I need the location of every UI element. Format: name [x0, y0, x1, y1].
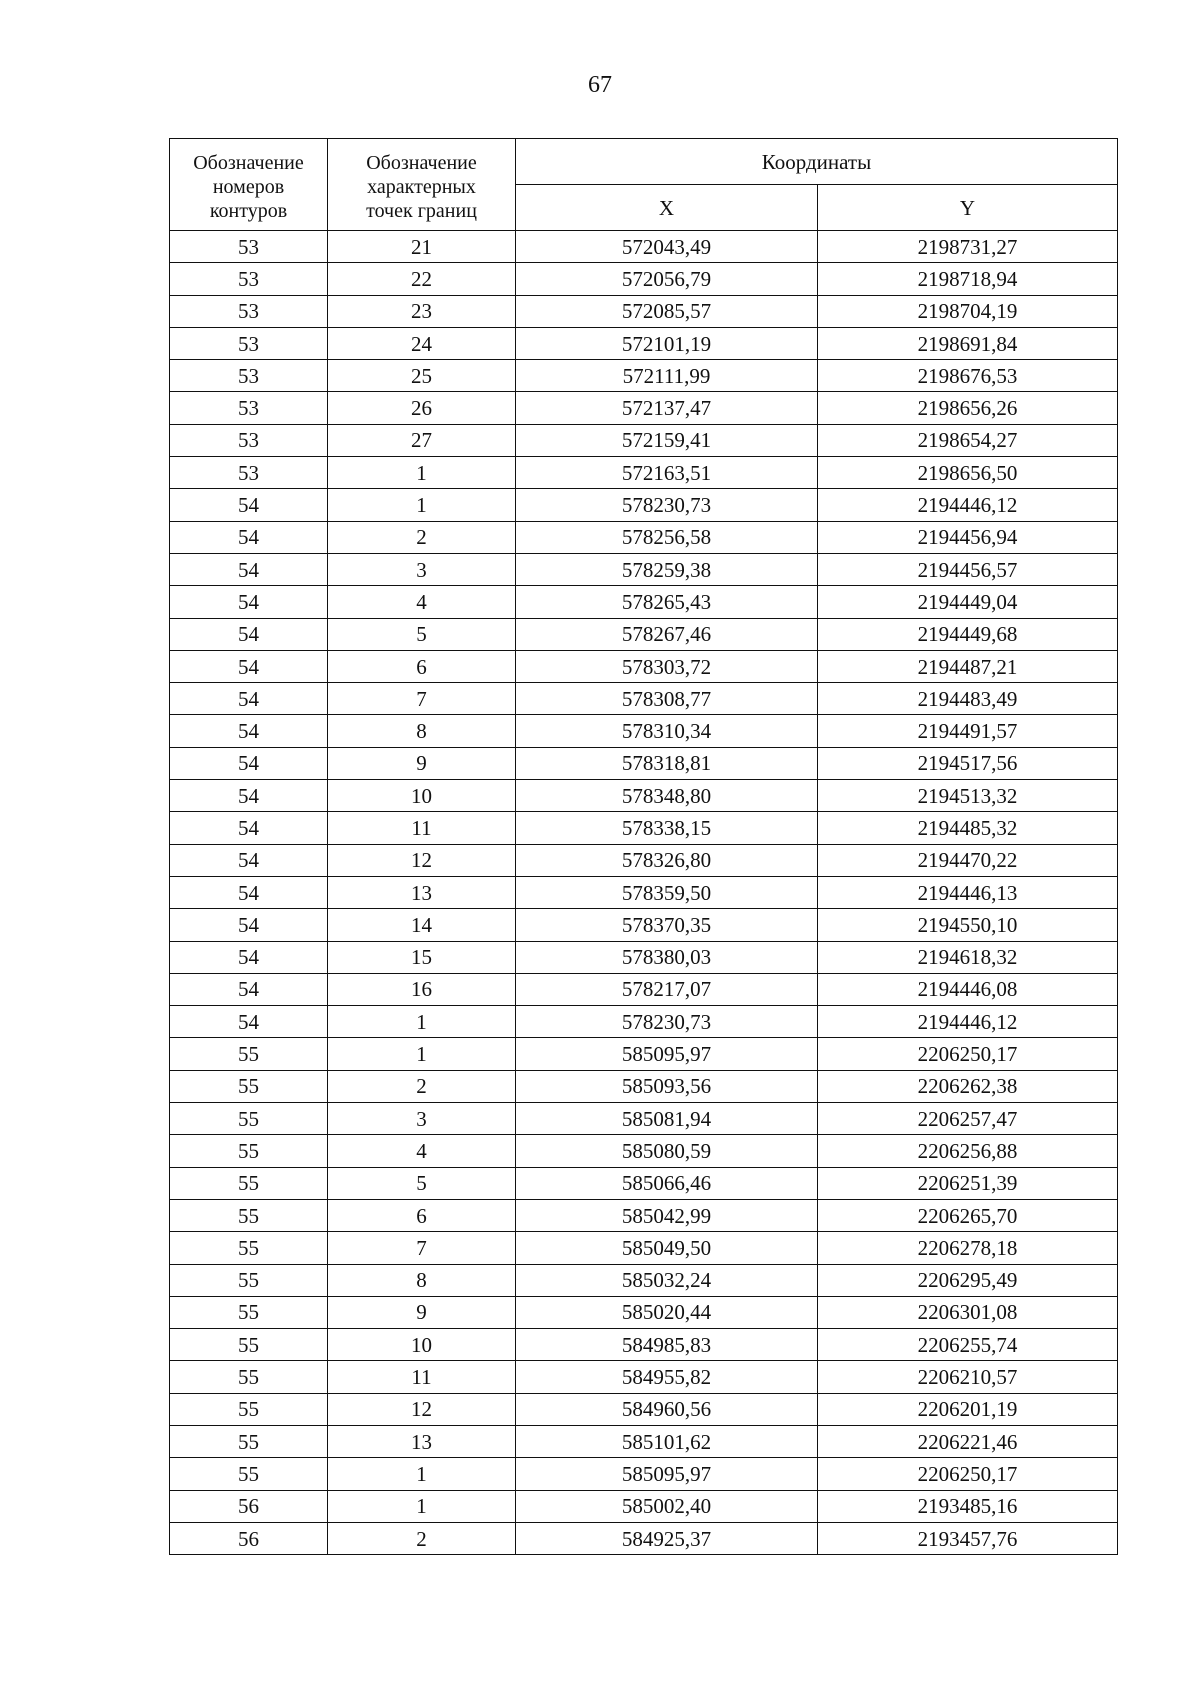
cell-x: 585066,46: [516, 1167, 818, 1199]
cell-x: 578308,77: [516, 683, 818, 715]
cell-point: 23: [328, 295, 516, 327]
cell-y: 2198718,94: [818, 263, 1118, 295]
table-row: [170, 1425, 1118, 1457]
cell-x: 578359,50: [516, 876, 818, 908]
cell-x: 585049,50: [516, 1232, 818, 1264]
cell-y: 2206221,46: [818, 1425, 1118, 1457]
cell-contour: 56: [170, 1522, 328, 1554]
cell-y: 2206250,17: [818, 1038, 1118, 1070]
cell-y: 2198676,53: [818, 360, 1118, 392]
cell-y: 2194485,32: [818, 812, 1118, 844]
cell-point: 16: [328, 973, 516, 1005]
cell-y: 2194483,49: [818, 683, 1118, 715]
cell-y: 2198656,50: [818, 457, 1118, 489]
cell-y: 2194513,32: [818, 780, 1118, 812]
cell-point: 25: [328, 360, 516, 392]
cell-point: 2: [328, 521, 516, 553]
cell-point: 1: [328, 1490, 516, 1522]
table-row: [170, 715, 1118, 747]
cell-x: 578348,80: [516, 780, 818, 812]
cell-contour: 55: [170, 1167, 328, 1199]
cell-contour: 55: [170, 1329, 328, 1361]
cell-contour: 54: [170, 780, 328, 812]
cell-x: 585042,99: [516, 1199, 818, 1231]
table-row: [170, 392, 1118, 424]
cell-x: 578267,46: [516, 618, 818, 650]
cell-y: 2206265,70: [818, 1199, 1118, 1231]
cell-point: 5: [328, 1167, 516, 1199]
table-row: [170, 521, 1118, 553]
table-row: [170, 1199, 1118, 1231]
cell-x: 578230,73: [516, 1006, 818, 1038]
cell-x: 578217,07: [516, 973, 818, 1005]
cell-contour: 54: [170, 1006, 328, 1038]
cell-x: 578259,38: [516, 553, 818, 585]
table-row: [170, 489, 1118, 521]
cell-x: 578318,81: [516, 747, 818, 779]
table-row: [170, 1490, 1118, 1522]
table-row: [170, 1006, 1118, 1038]
cell-point: 11: [328, 1361, 516, 1393]
cell-y: 2198691,84: [818, 327, 1118, 359]
cell-contour: 53: [170, 263, 328, 295]
cell-point: 3: [328, 553, 516, 585]
cell-y: 2193485,16: [818, 1490, 1118, 1522]
cell-x: 578326,80: [516, 844, 818, 876]
cell-x: 572137,47: [516, 392, 818, 424]
cell-contour: 53: [170, 231, 328, 263]
cell-x: 572043,49: [516, 231, 818, 263]
cell-point: 8: [328, 1264, 516, 1296]
table-row: [170, 586, 1118, 618]
cell-point: 10: [328, 780, 516, 812]
table-row: [170, 231, 1118, 263]
table-row: [170, 1264, 1118, 1296]
header-row: [170, 139, 1118, 185]
cell-contour: 55: [170, 1264, 328, 1296]
cell-x: 584955,82: [516, 1361, 818, 1393]
cell-y: 2194517,56: [818, 747, 1118, 779]
cell-x: 584960,56: [516, 1393, 818, 1425]
cell-point: 27: [328, 424, 516, 456]
cell-point: 7: [328, 1232, 516, 1264]
cell-x: 578338,15: [516, 812, 818, 844]
page-number: 67: [588, 72, 612, 98]
cell-y: 2194449,04: [818, 586, 1118, 618]
table-header: [170, 139, 1118, 231]
header-point-line-3: точек границ: [366, 199, 477, 222]
cell-point: 24: [328, 327, 516, 359]
table-row: [170, 457, 1118, 489]
table-row: [170, 683, 1118, 715]
cell-contour: 55: [170, 1135, 328, 1167]
table-row: [170, 909, 1118, 941]
cell-y: 2194446,12: [818, 1006, 1118, 1038]
cell-contour: 53: [170, 327, 328, 359]
table-row: [170, 1103, 1118, 1135]
cell-contour: 54: [170, 586, 328, 618]
table-row: [170, 1167, 1118, 1199]
table-row: [170, 650, 1118, 682]
cell-y: 2206257,47: [818, 1103, 1118, 1135]
cell-y: 2198731,27: [818, 231, 1118, 263]
cell-point: 6: [328, 650, 516, 682]
cell-contour: 55: [170, 1070, 328, 1102]
cell-x: 578256,58: [516, 521, 818, 553]
cell-x: 585020,44: [516, 1296, 818, 1328]
cell-point: 12: [328, 1393, 516, 1425]
table-row: [170, 1070, 1118, 1102]
table-row: [170, 327, 1118, 359]
cell-contour: 54: [170, 553, 328, 585]
cell-y: 2206278,18: [818, 1232, 1118, 1264]
cell-y: 2193457,76: [818, 1522, 1118, 1554]
cell-contour: 54: [170, 876, 328, 908]
cell-contour: 54: [170, 909, 328, 941]
cell-y: 2206256,88: [818, 1135, 1118, 1167]
header-contour-line-2: номеров: [212, 175, 285, 198]
cell-y: 2194446,12: [818, 489, 1118, 521]
table-row: [170, 295, 1118, 327]
cell-x: 578303,72: [516, 650, 818, 682]
cell-contour: 54: [170, 683, 328, 715]
cell-contour: 54: [170, 747, 328, 779]
cell-y: 2194456,94: [818, 521, 1118, 553]
cell-point: 21: [328, 231, 516, 263]
cell-point: 3: [328, 1103, 516, 1135]
cell-contour: 55: [170, 1232, 328, 1264]
cell-x: 572111,99: [516, 360, 818, 392]
cell-contour: 54: [170, 618, 328, 650]
cell-y: 2198656,26: [818, 392, 1118, 424]
header-y: Y: [818, 185, 1118, 231]
cell-x: 578370,35: [516, 909, 818, 941]
cell-contour: 54: [170, 844, 328, 876]
cell-y: 2206295,49: [818, 1264, 1118, 1296]
cell-point: 5: [328, 618, 516, 650]
cell-point: 22: [328, 263, 516, 295]
header-boundary-point: [328, 139, 516, 231]
cell-y: 2194449,68: [818, 618, 1118, 650]
table-row: [170, 941, 1118, 973]
table-row: [170, 812, 1118, 844]
cell-contour: 54: [170, 973, 328, 1005]
cell-contour: 55: [170, 1425, 328, 1457]
cell-point: 14: [328, 909, 516, 941]
table-row: [170, 553, 1118, 585]
table-row: [170, 360, 1118, 392]
cell-y: 2206301,08: [818, 1296, 1118, 1328]
header-contour-number: [170, 139, 328, 231]
table-row: [170, 1296, 1118, 1328]
cell-y: 2198704,19: [818, 295, 1118, 327]
cell-x: 578380,03: [516, 941, 818, 973]
cell-y: 2194456,57: [818, 553, 1118, 585]
cell-point: 1: [328, 489, 516, 521]
cell-x: 585093,56: [516, 1070, 818, 1102]
cell-point: 13: [328, 876, 516, 908]
cell-point: 2: [328, 1070, 516, 1102]
cell-point: 1: [328, 1458, 516, 1490]
cell-contour: 56: [170, 1490, 328, 1522]
cell-contour: 55: [170, 1103, 328, 1135]
cell-y: 2194446,08: [818, 973, 1118, 1005]
cell-contour: 54: [170, 941, 328, 973]
cell-y: 2194446,13: [818, 876, 1118, 908]
table-row: [170, 1038, 1118, 1070]
cell-x: 585002,40: [516, 1490, 818, 1522]
table-row: [170, 1393, 1118, 1425]
header-x: X: [516, 185, 818, 231]
cell-contour: 54: [170, 489, 328, 521]
cell-x: 585032,24: [516, 1264, 818, 1296]
table-row: [170, 1361, 1118, 1393]
cell-point: 1: [328, 1006, 516, 1038]
table-row: [170, 1458, 1118, 1490]
cell-point: 1: [328, 1038, 516, 1070]
cell-y: 2206255,74: [818, 1329, 1118, 1361]
cell-point: 4: [328, 1135, 516, 1167]
header-contour-line-3: контуров: [209, 199, 288, 222]
cell-y: 2194487,21: [818, 650, 1118, 682]
table-row: [170, 263, 1118, 295]
table-row: [170, 876, 1118, 908]
cell-x: 572101,19: [516, 327, 818, 359]
cell-y: 2198654,27: [818, 424, 1118, 456]
cell-point: 11: [328, 812, 516, 844]
cell-x: 578230,73: [516, 489, 818, 521]
cell-point: 1: [328, 457, 516, 489]
cell-contour: 55: [170, 1458, 328, 1490]
cell-x: 585080,59: [516, 1135, 818, 1167]
cell-y: 2194470,22: [818, 844, 1118, 876]
table-row: [170, 1135, 1118, 1167]
cell-point: 12: [328, 844, 516, 876]
cell-x: 578310,34: [516, 715, 818, 747]
cell-y: 2194550,10: [818, 909, 1118, 941]
table-row: [170, 973, 1118, 1005]
cell-y: 2194491,57: [818, 715, 1118, 747]
cell-contour: 53: [170, 392, 328, 424]
header-point-line-1: Обозначение: [366, 151, 477, 174]
cell-x: 585095,97: [516, 1038, 818, 1070]
cell-contour: 54: [170, 521, 328, 553]
cell-point: 13: [328, 1425, 516, 1457]
cell-y: 2206251,39: [818, 1167, 1118, 1199]
table-body: [170, 231, 1118, 1555]
cell-contour: 53: [170, 457, 328, 489]
cell-x: 584925,37: [516, 1522, 818, 1554]
cell-contour: 55: [170, 1038, 328, 1070]
header-contour-line-1: Обозначение: [193, 151, 304, 174]
cell-x: 584985,83: [516, 1329, 818, 1361]
cell-contour: 55: [170, 1296, 328, 1328]
header-coordinates: Координаты: [516, 139, 1118, 185]
cell-x: 572159,41: [516, 424, 818, 456]
table-row: [170, 618, 1118, 650]
cell-x: 585095,97: [516, 1458, 818, 1490]
cell-x: 572085,57: [516, 295, 818, 327]
cell-point: 7: [328, 683, 516, 715]
table-row: [170, 424, 1118, 456]
cell-contour: 53: [170, 295, 328, 327]
cell-point: 4: [328, 586, 516, 618]
table-row: [170, 1522, 1118, 1554]
cell-y: 2206201,19: [818, 1393, 1118, 1425]
table-row: [170, 780, 1118, 812]
cell-x: 572056,79: [516, 263, 818, 295]
cell-contour: 54: [170, 715, 328, 747]
cell-y: 2206210,57: [818, 1361, 1118, 1393]
cell-contour: 54: [170, 812, 328, 844]
cell-contour: 53: [170, 424, 328, 456]
cell-point: 6: [328, 1199, 516, 1231]
cell-contour: 55: [170, 1361, 328, 1393]
cell-contour: 54: [170, 650, 328, 682]
cell-point: 9: [328, 1296, 516, 1328]
cell-point: 15: [328, 941, 516, 973]
cell-y: 2206262,38: [818, 1070, 1118, 1102]
cell-x: 585081,94: [516, 1103, 818, 1135]
cell-x: 578265,43: [516, 586, 818, 618]
cell-contour: 55: [170, 1199, 328, 1231]
table-row: [170, 844, 1118, 876]
cell-x: 572163,51: [516, 457, 818, 489]
cell-contour: 53: [170, 360, 328, 392]
cell-point: 2: [328, 1522, 516, 1554]
coordinates-table: [169, 138, 1118, 1555]
cell-point: 9: [328, 747, 516, 779]
cell-y: 2194618,32: [818, 941, 1118, 973]
cell-contour: 55: [170, 1393, 328, 1425]
cell-point: 8: [328, 715, 516, 747]
cell-x: 585101,62: [516, 1425, 818, 1457]
cell-point: 26: [328, 392, 516, 424]
cell-point: 10: [328, 1329, 516, 1361]
cell-y: 2206250,17: [818, 1458, 1118, 1490]
table-row: [170, 747, 1118, 779]
table-row: [170, 1329, 1118, 1361]
header-point-line-2: характерных: [367, 175, 476, 198]
table-row: [170, 1232, 1118, 1264]
